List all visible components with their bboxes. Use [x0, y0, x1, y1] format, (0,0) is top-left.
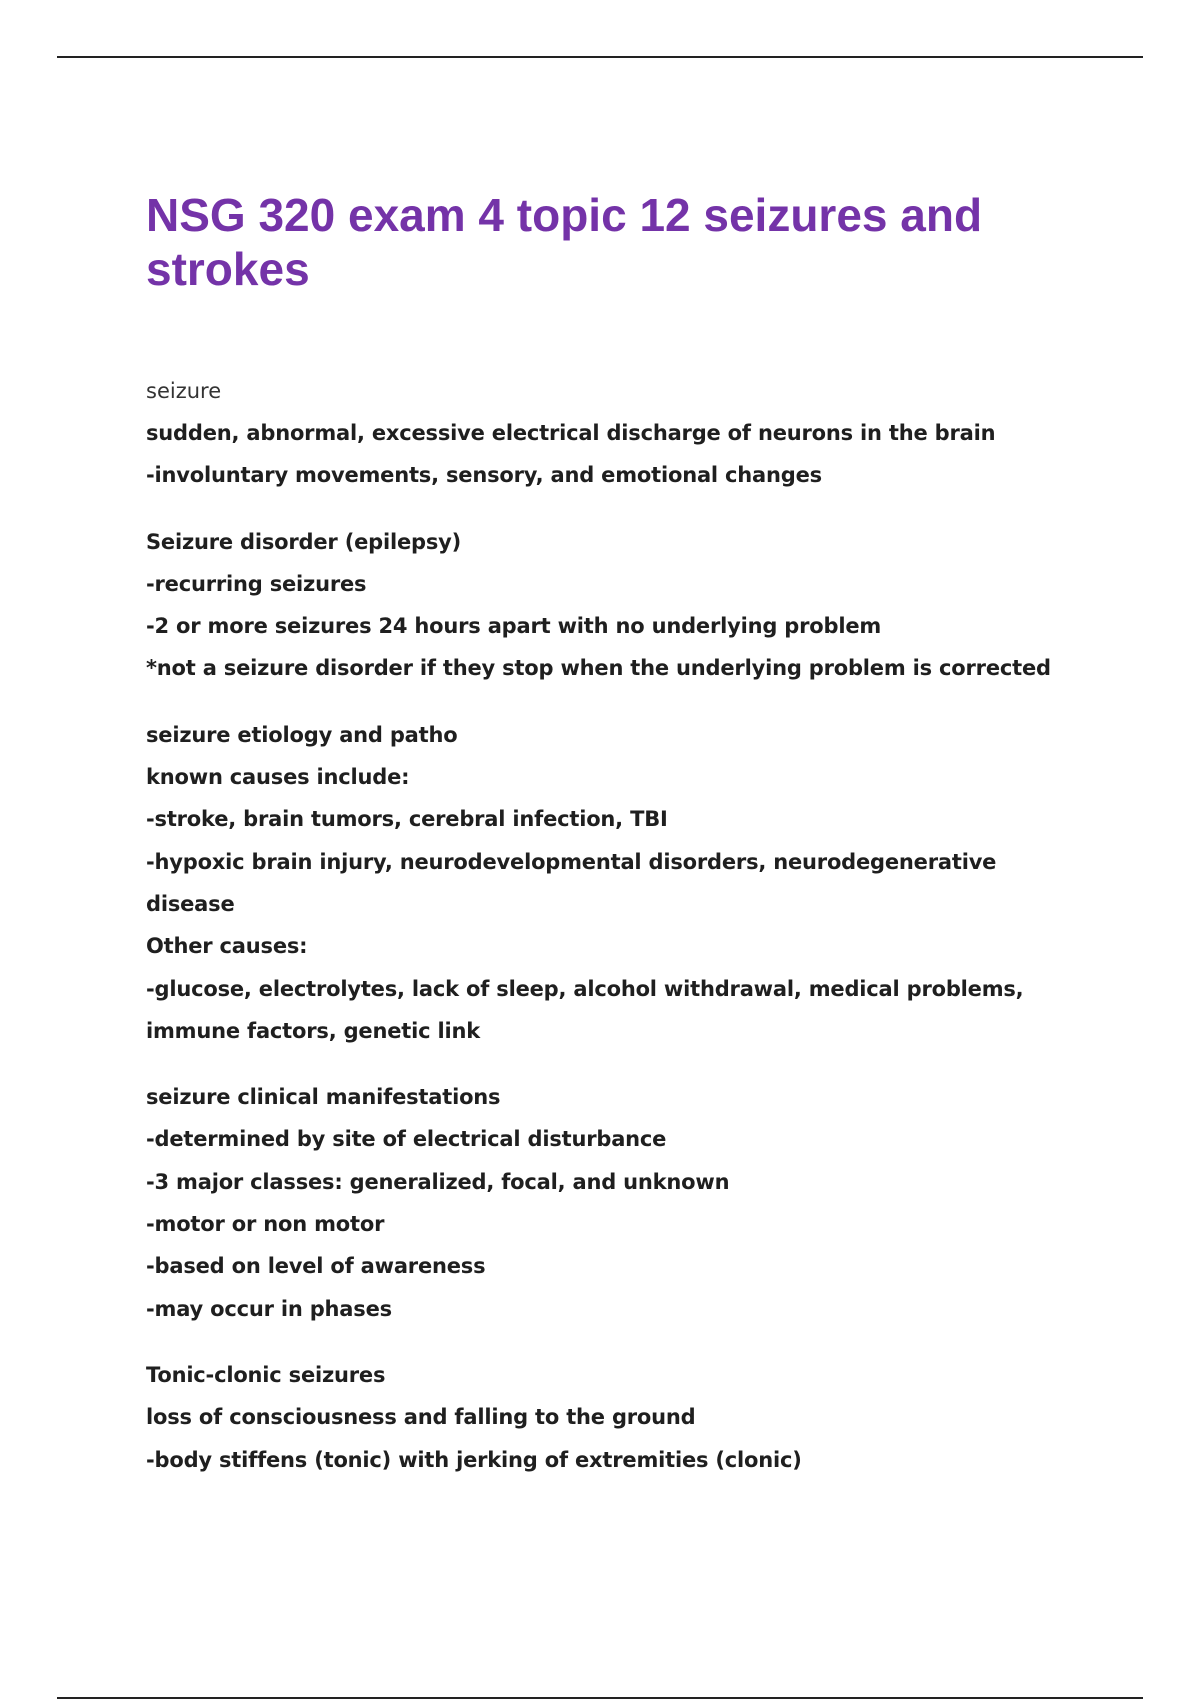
flashcard-definition-line: -3 major classes: generalized, focal, and unknown	[146, 1169, 730, 1194]
flashcard	[146, 714, 1086, 1052]
top-rule	[57, 56, 1143, 58]
flashcard-definition-line: -glucose, electrolytes, lack of sleep, alcohol withdrawal, medical problems,	[146, 976, 1024, 1001]
flashcard-definition-line: loss of consciousness and falling to the ground	[146, 1405, 696, 1430]
flashcard-term: seizure etiology and patho	[146, 722, 458, 747]
flashcard-definition-line: sudden, abnormal, excessive electrical discharge of neurons in the brain	[146, 421, 996, 445]
document-title: NSG 320 exam 4 topic 12 seizures and strokes	[146, 189, 983, 295]
flashcard-term: Tonic-clonic seizures	[146, 1362, 386, 1387]
flashcard-term: seizure	[146, 379, 222, 403]
flashcard	[146, 1354, 1086, 1481]
flashcard-definition-line: -hypoxic brain injury, neurodevelopmental disorders, neurodegenerative disease	[146, 849, 997, 916]
flashcard-definition-line: -2 or more seizures 24 hours apart with no underlying problem	[146, 614, 882, 639]
flashcard-definition-line: -based on level of awareness	[146, 1254, 486, 1279]
document-body	[146, 188, 1086, 1505]
flashcard-definition-line: -stroke, brain tumors, cerebral infection, TBI	[146, 807, 668, 832]
flashcard	[146, 370, 1086, 497]
flashcard-definition-line: -recurring seizures	[146, 571, 367, 596]
flashcard-term: Seizure disorder (epilepsy)	[146, 529, 462, 554]
flashcard-definition-line: Other causes:	[146, 934, 308, 959]
bottom-rule	[57, 1697, 1143, 1699]
flashcard-definition-line: -involuntary movements, sensory, and emotional changes	[146, 463, 822, 488]
flashcard	[146, 1076, 1086, 1330]
flashcard-definition-line: -body stiffens (tonic) with jerking of extremities (clonic)	[146, 1447, 802, 1472]
flashcard-list	[146, 370, 1086, 1481]
flashcard-definition-line: -motor or non motor	[146, 1212, 385, 1237]
flashcard-definition-line: -may occur in phases	[146, 1296, 392, 1321]
flashcard-term: seizure clinical manifestations	[146, 1085, 501, 1110]
flashcard-definition-line: *not a seizure disorder if they stop when the underlying problem is corrected	[146, 656, 1051, 681]
flashcard-definition-line: known causes include:	[146, 765, 410, 790]
flashcard-definition-line: immune factors, genetic link	[146, 1018, 480, 1043]
flashcard-definition-line: -determined by site of electrical disturbance	[146, 1127, 667, 1152]
flashcard	[146, 521, 1086, 690]
